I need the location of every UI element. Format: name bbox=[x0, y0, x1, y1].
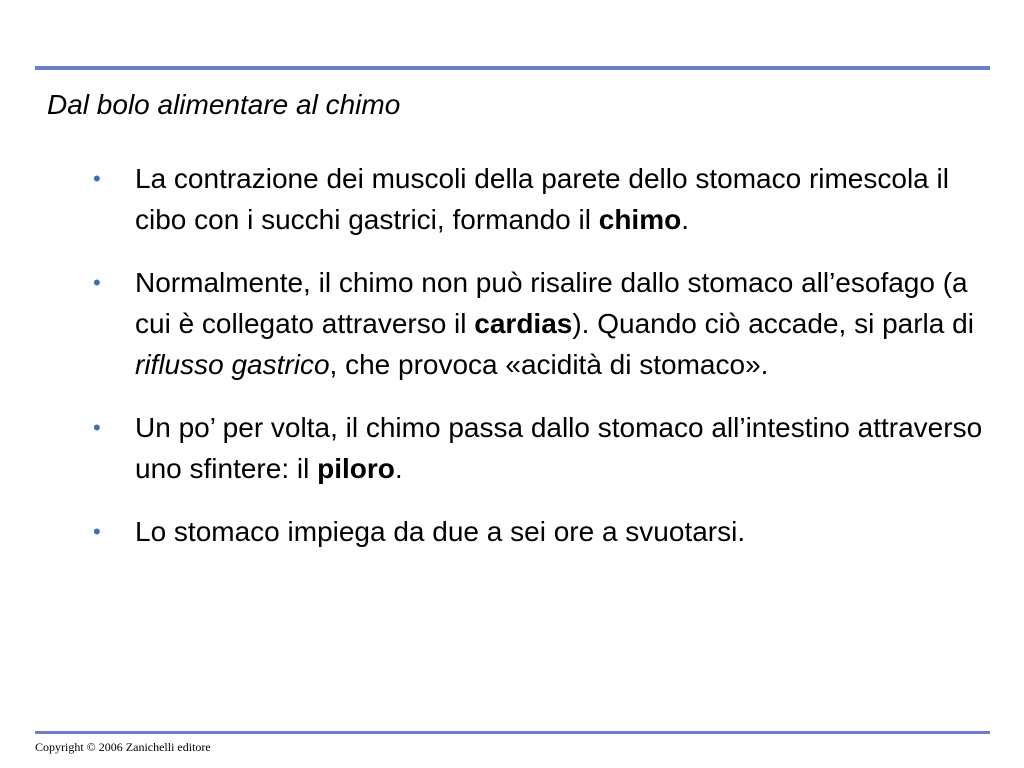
term-cardias: cardias bbox=[474, 308, 573, 339]
term-piloro: piloro bbox=[317, 453, 395, 484]
bullet-icon: • bbox=[93, 270, 101, 295]
bullet-icon: • bbox=[93, 415, 101, 440]
bullet-item-reflux bbox=[93, 262, 993, 385]
top-divider bbox=[35, 66, 990, 70]
bullet-text: ). Quando ciò accade, si parla di bbox=[572, 308, 974, 339]
bullet-text: Lo stomaco impiega da due a sei ore a svuotarsi. bbox=[135, 516, 746, 547]
bullet-text: La contrazione dei muscoli della parete dello stomaco rimescola il cibo con i succhi gastrici, formando il bbox=[135, 163, 949, 235]
bullet-text: . bbox=[394, 453, 403, 484]
bullet-text: , che provoca «acidità di stomaco». bbox=[329, 349, 769, 380]
term-riflusso-gastrico: riflusso gastrico bbox=[135, 349, 330, 380]
bullet-text: Un po’ per volta, il chimo passa dallo stomaco all’intestino attraverso uno sfintere: il bbox=[135, 412, 983, 484]
bullet-icon: • bbox=[93, 519, 101, 544]
bullet-text: Normalmente, il chimo non può risalire dallo stomaco all’esofago (a cui è collegato attraverso il bbox=[135, 267, 968, 339]
bullet-list bbox=[93, 158, 993, 552]
bullet-icon: • bbox=[93, 166, 101, 191]
bullet-item-chimo-formation bbox=[93, 158, 993, 240]
bottom-divider bbox=[35, 731, 990, 734]
copyright-footer: Copyright © 2006 Zanichelli editore bbox=[35, 740, 211, 754]
bullet-item-emptying-time bbox=[93, 511, 993, 552]
term-chimo: chimo bbox=[598, 204, 682, 235]
bullet-item-piloro bbox=[93, 407, 993, 489]
bullet-text: . bbox=[681, 204, 689, 235]
slide-title: Dal bolo alimentare al chimo bbox=[47, 89, 401, 120]
